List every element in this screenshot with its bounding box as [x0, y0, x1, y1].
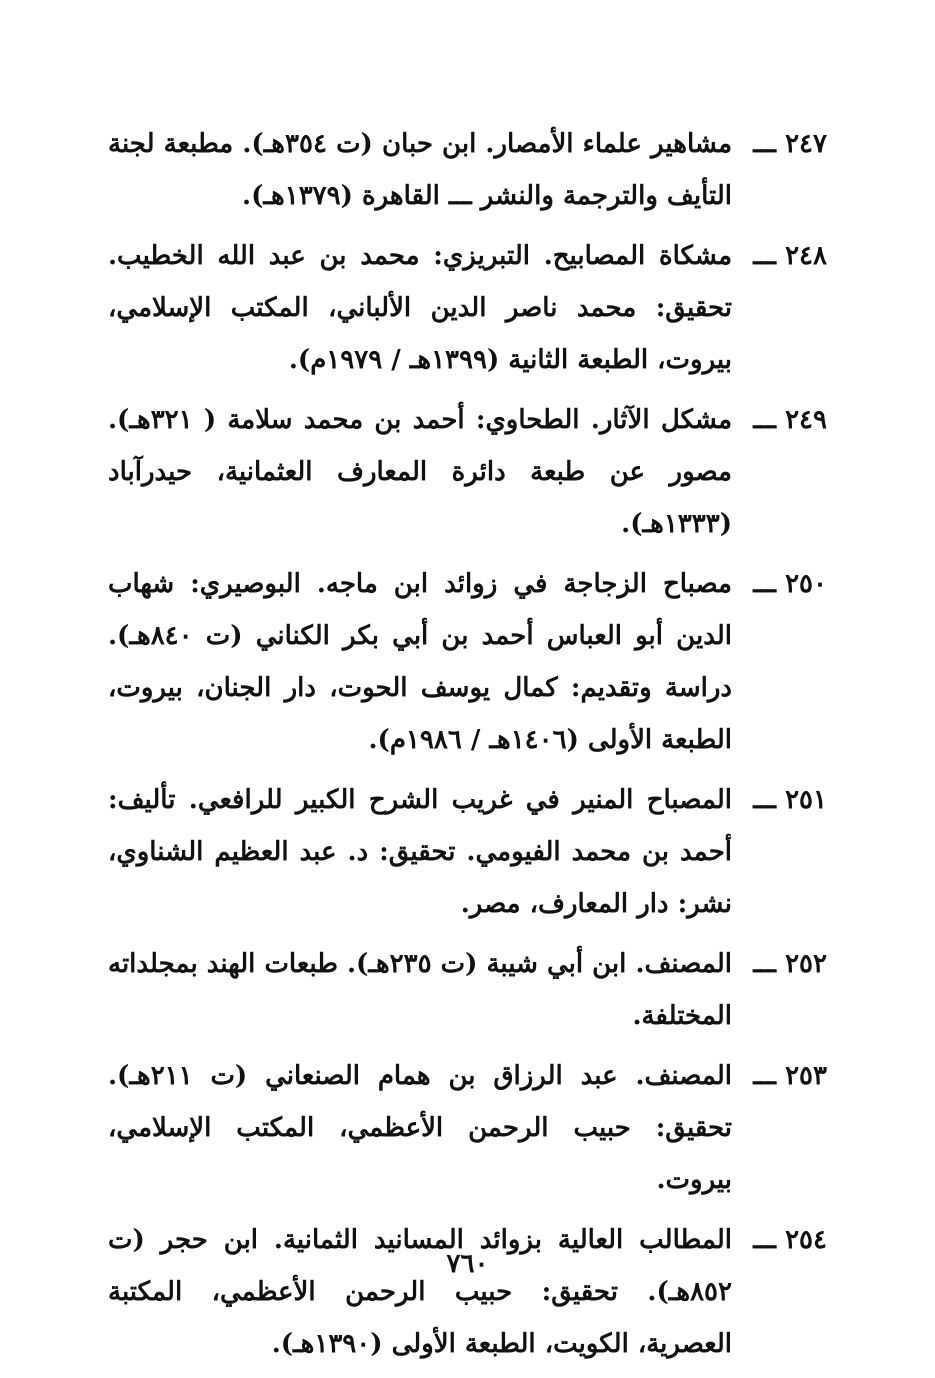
entry-number: ٢٥٠ ـــ [753, 569, 827, 599]
bibliography-entry-249 [108, 394, 827, 550]
entry-text: مصباح الزجاجة في زوائد ابن ماجه. البوصيري: شهاب الدين أبو العباس أحمد بن أبي بكر الكناني (ت ٨٤٠هـ). دراسة وتقديم: كمال يوسف الحوت، دار الجنان، بيروت، الطبعة الأولى (١٤٠٦هـ / ١٩٨٦م). [108, 569, 732, 755]
page-number: ٧٦٠ [446, 1249, 489, 1279]
entry-text: مشكاة المصابيح. التبريزي: محمد بن عبد الله الخطيب. تحقيق: محمد ناصر الدين الألباني، المكتب الإسلامي، بيروت، الطبعة الثانية (١٣٩٩هـ / ١٩٧٩م). [108, 241, 732, 375]
bibliography-entry-251 [108, 774, 827, 930]
entry-number: ٢٥١ ـــ [753, 785, 827, 815]
bibliography-entry-253 [108, 1050, 827, 1206]
bibliography-entry-247 [108, 118, 827, 222]
bibliography-list [108, 118, 827, 1378]
entry-number: ٢٤٩ ـــ [753, 405, 827, 435]
entry-text: المصنف. عبد الرزاق بن همام الصنعاني (ت ٢١١هـ). تحقيق: حبيب الرحمن الأعظمي، المكتب الإسلامي، بيروت. [108, 1061, 732, 1195]
bibliography-entry-252 [108, 938, 827, 1042]
entry-number: ٢٤٧ ـــ [753, 129, 827, 159]
bibliography-entry-250 [108, 558, 827, 766]
entry-text: المطالب العالية بزوائد المسانيد الثمانية. ابن حجر (ت ٨٥٢هـ). تحقيق: حبيب الرحمن الأعظمي، المكتبة العصرية، الكويت، الطبعة الأولى (١٣٩٠هـ). [108, 1225, 732, 1359]
entry-text: مشاهير علماء الأمصار. ابن حبان (ت ٣٥٤هـ). مطبعة لجنة التأيف والترجمة والنشر ـــ القاهرة (١٣٧٩هـ). [108, 129, 733, 211]
entry-number: ٢٥٤ ـــ [753, 1225, 827, 1255]
entry-text: المصباح المنير في غريب الشرح الكبير للرافعي. تأليف: أحمد بن محمد الفيومي. تحقيق: د. عبد العظيم الشناوي، نشر: دار المعارف، مصر. [108, 785, 732, 919]
entry-number: ٢٥٢ ـــ [753, 949, 827, 979]
bibliography-entry-254 [108, 1214, 827, 1370]
entry-text: المصنف. ابن أبي شيبة (ت ٢٣٥هـ). طبعات الهند بمجلداته المختلفة. [108, 949, 732, 1031]
entry-number: ٢٥٣ ـــ [753, 1061, 827, 1091]
bibliography-entry-248 [108, 230, 827, 386]
entry-number: ٢٤٨ ـــ [753, 241, 827, 271]
entry-text: مشكل الآثار. الطحاوي: أحمد بن محمد سلامة ( ٣٢١هـ). مصور عن طبعة دائرة المعارف العثمانية، حيدرآباد (١٣٣٣هـ). [108, 405, 732, 539]
